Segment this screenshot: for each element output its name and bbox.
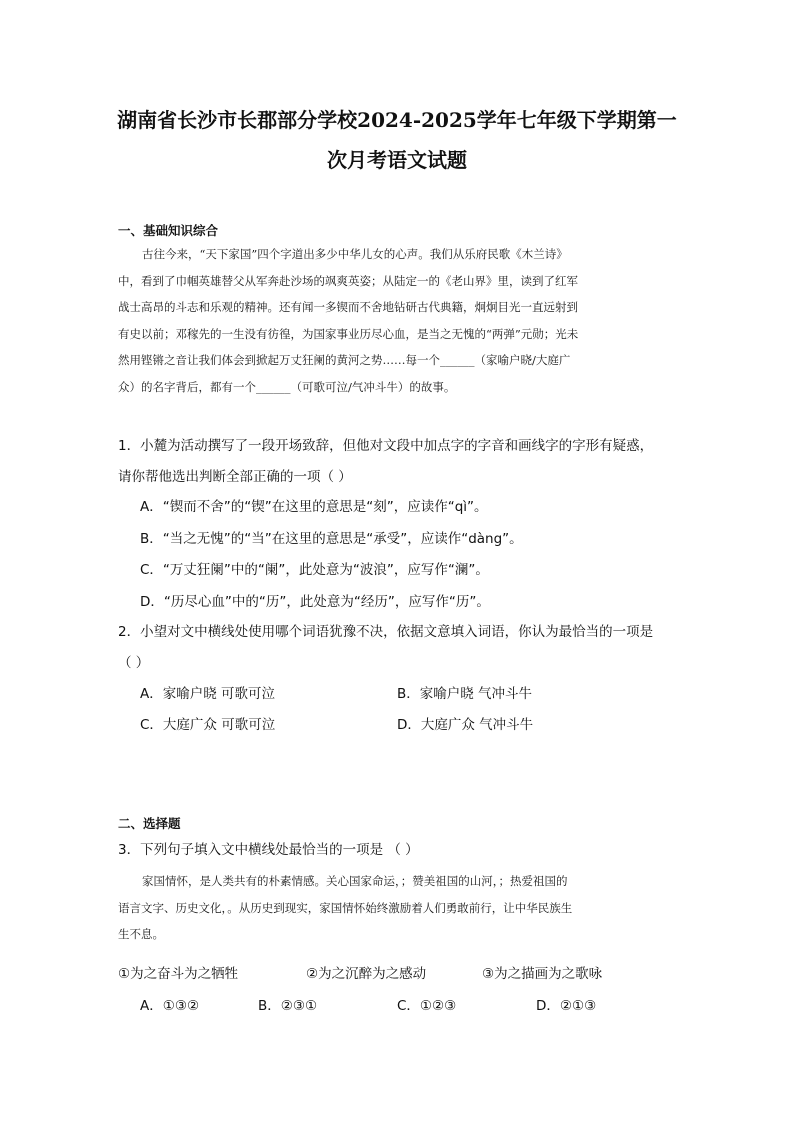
question-2-option-a[interactable]: A．家喻户晓 可歌可泣 xyxy=(140,686,276,702)
question-2-option-b[interactable]: B．家喻户晓 气冲斗牛 xyxy=(397,686,533,702)
question-2-option-d[interactable]: D．大庭广众 气冲斗牛 xyxy=(397,717,534,733)
passage-line: 语言文字、历史文化，。从历史到现实，家国情怀始终激励着人们勇敢前行，让中华民族生 xyxy=(118,900,573,915)
page-title-line-1: 湖南省长沙市长郡部分学校2024-2025学年七年级下学期第一 xyxy=(117,108,677,132)
question-1-option-d[interactable]: D．“历尽心血”中的“历”，此处意为“经历”，应写作“历”。 xyxy=(140,594,490,610)
question-3-option-a[interactable]: A．①③② xyxy=(140,998,200,1014)
reading-passage xyxy=(118,241,676,400)
question-3-option-b[interactable]: B．②③① xyxy=(258,998,318,1014)
page-title-line-2: 次月考语文试题 xyxy=(327,148,467,172)
passage-line: 家国情怀，是人类共有的朴素情感。关心国家命运，；赞美祖国的山河，；热爱祖国的 xyxy=(142,874,568,888)
section-heading-multiple-choice: 二、选择题 xyxy=(118,816,181,831)
question-stem-line: （ ） xyxy=(118,655,150,671)
question-3-phrase-2: ②为之沉醉为之感动 xyxy=(306,966,427,982)
question-2-option-c[interactable]: C．大庭广众 可歌可泣 xyxy=(140,717,276,733)
question-1-option-b[interactable]: B．“当之无愧”的“当”在这里的意思是“承受”，应读作“dàng”。 xyxy=(140,531,523,547)
passage-line: 中，看到了巾帼英雄替父从军奔赴沙场的飒爽英姿；从陆定一的《老山界》里，读到了红军 xyxy=(118,273,578,288)
passage-line: 古往今来，“天下家国”四个字道出多少中华儿女的心声。我们从乐府民歌《木兰诗》 xyxy=(142,247,568,261)
passage-line: 有史以前；邓稼先的一生没有彷徨，为国家事业历尽心血，是当之无愧的“两弹”元勋；光未 xyxy=(118,326,579,341)
question-1-option-c[interactable]: C．“万丈狂阑”中的“阑”，此处意为“波浪”，应写作“澜”。 xyxy=(140,562,489,578)
question-3-option-c[interactable]: C．①②③ xyxy=(397,998,457,1014)
question-3-stem: 3．下列句子填入文中横线处最恰当的一项是 （ ） xyxy=(118,842,419,858)
question-3-option-d[interactable]: D．②①③ xyxy=(536,998,597,1014)
question-3-phrase-3: ③为之描画为之歌咏 xyxy=(482,966,603,982)
question-3-phrase-1: ①为之奋斗为之牺牲 xyxy=(118,966,239,982)
passage-line: 然用铿锵之音让我们体会到掀起万丈狂阑的黄河之势……每一个______（家喻户晓/大庭广 xyxy=(118,353,571,367)
question-3-passage xyxy=(118,868,676,948)
question-1-option-a[interactable]: A．“锲而不舍”的“锲”在这里的意思是“刻”，应读作“qì”。 xyxy=(140,499,488,515)
passage-line: 众）的名字背后，都有一个______（可歌可泣/气冲斗牛）的故事。 xyxy=(118,379,456,394)
passage-line: 生不息。 xyxy=(118,927,164,941)
question-stem-line: 请你帮他选出判断全部正确的一项（ ） xyxy=(118,469,352,485)
section-heading-basic-knowledge: 一、基础知识综合 xyxy=(118,223,219,238)
passage-line: 战士高昂的斗志和乐观的精神。还有闻一多锲而不舍地钻研古代典籍，炯炯目光一直远射到 xyxy=(118,300,578,314)
question-stem-line: 1．小麓为活动撰写了一段开场致辞，但他对文段中加点字的字音和画线字的字形有疑惑， xyxy=(118,438,654,454)
question-1-stem xyxy=(118,431,678,493)
question-stem-line: 2．小望对文中横线处使用哪个词语犹豫不决，依据文意填入词语，你认为最恰当的一项是 xyxy=(118,624,654,640)
question-2-stem xyxy=(118,617,678,679)
